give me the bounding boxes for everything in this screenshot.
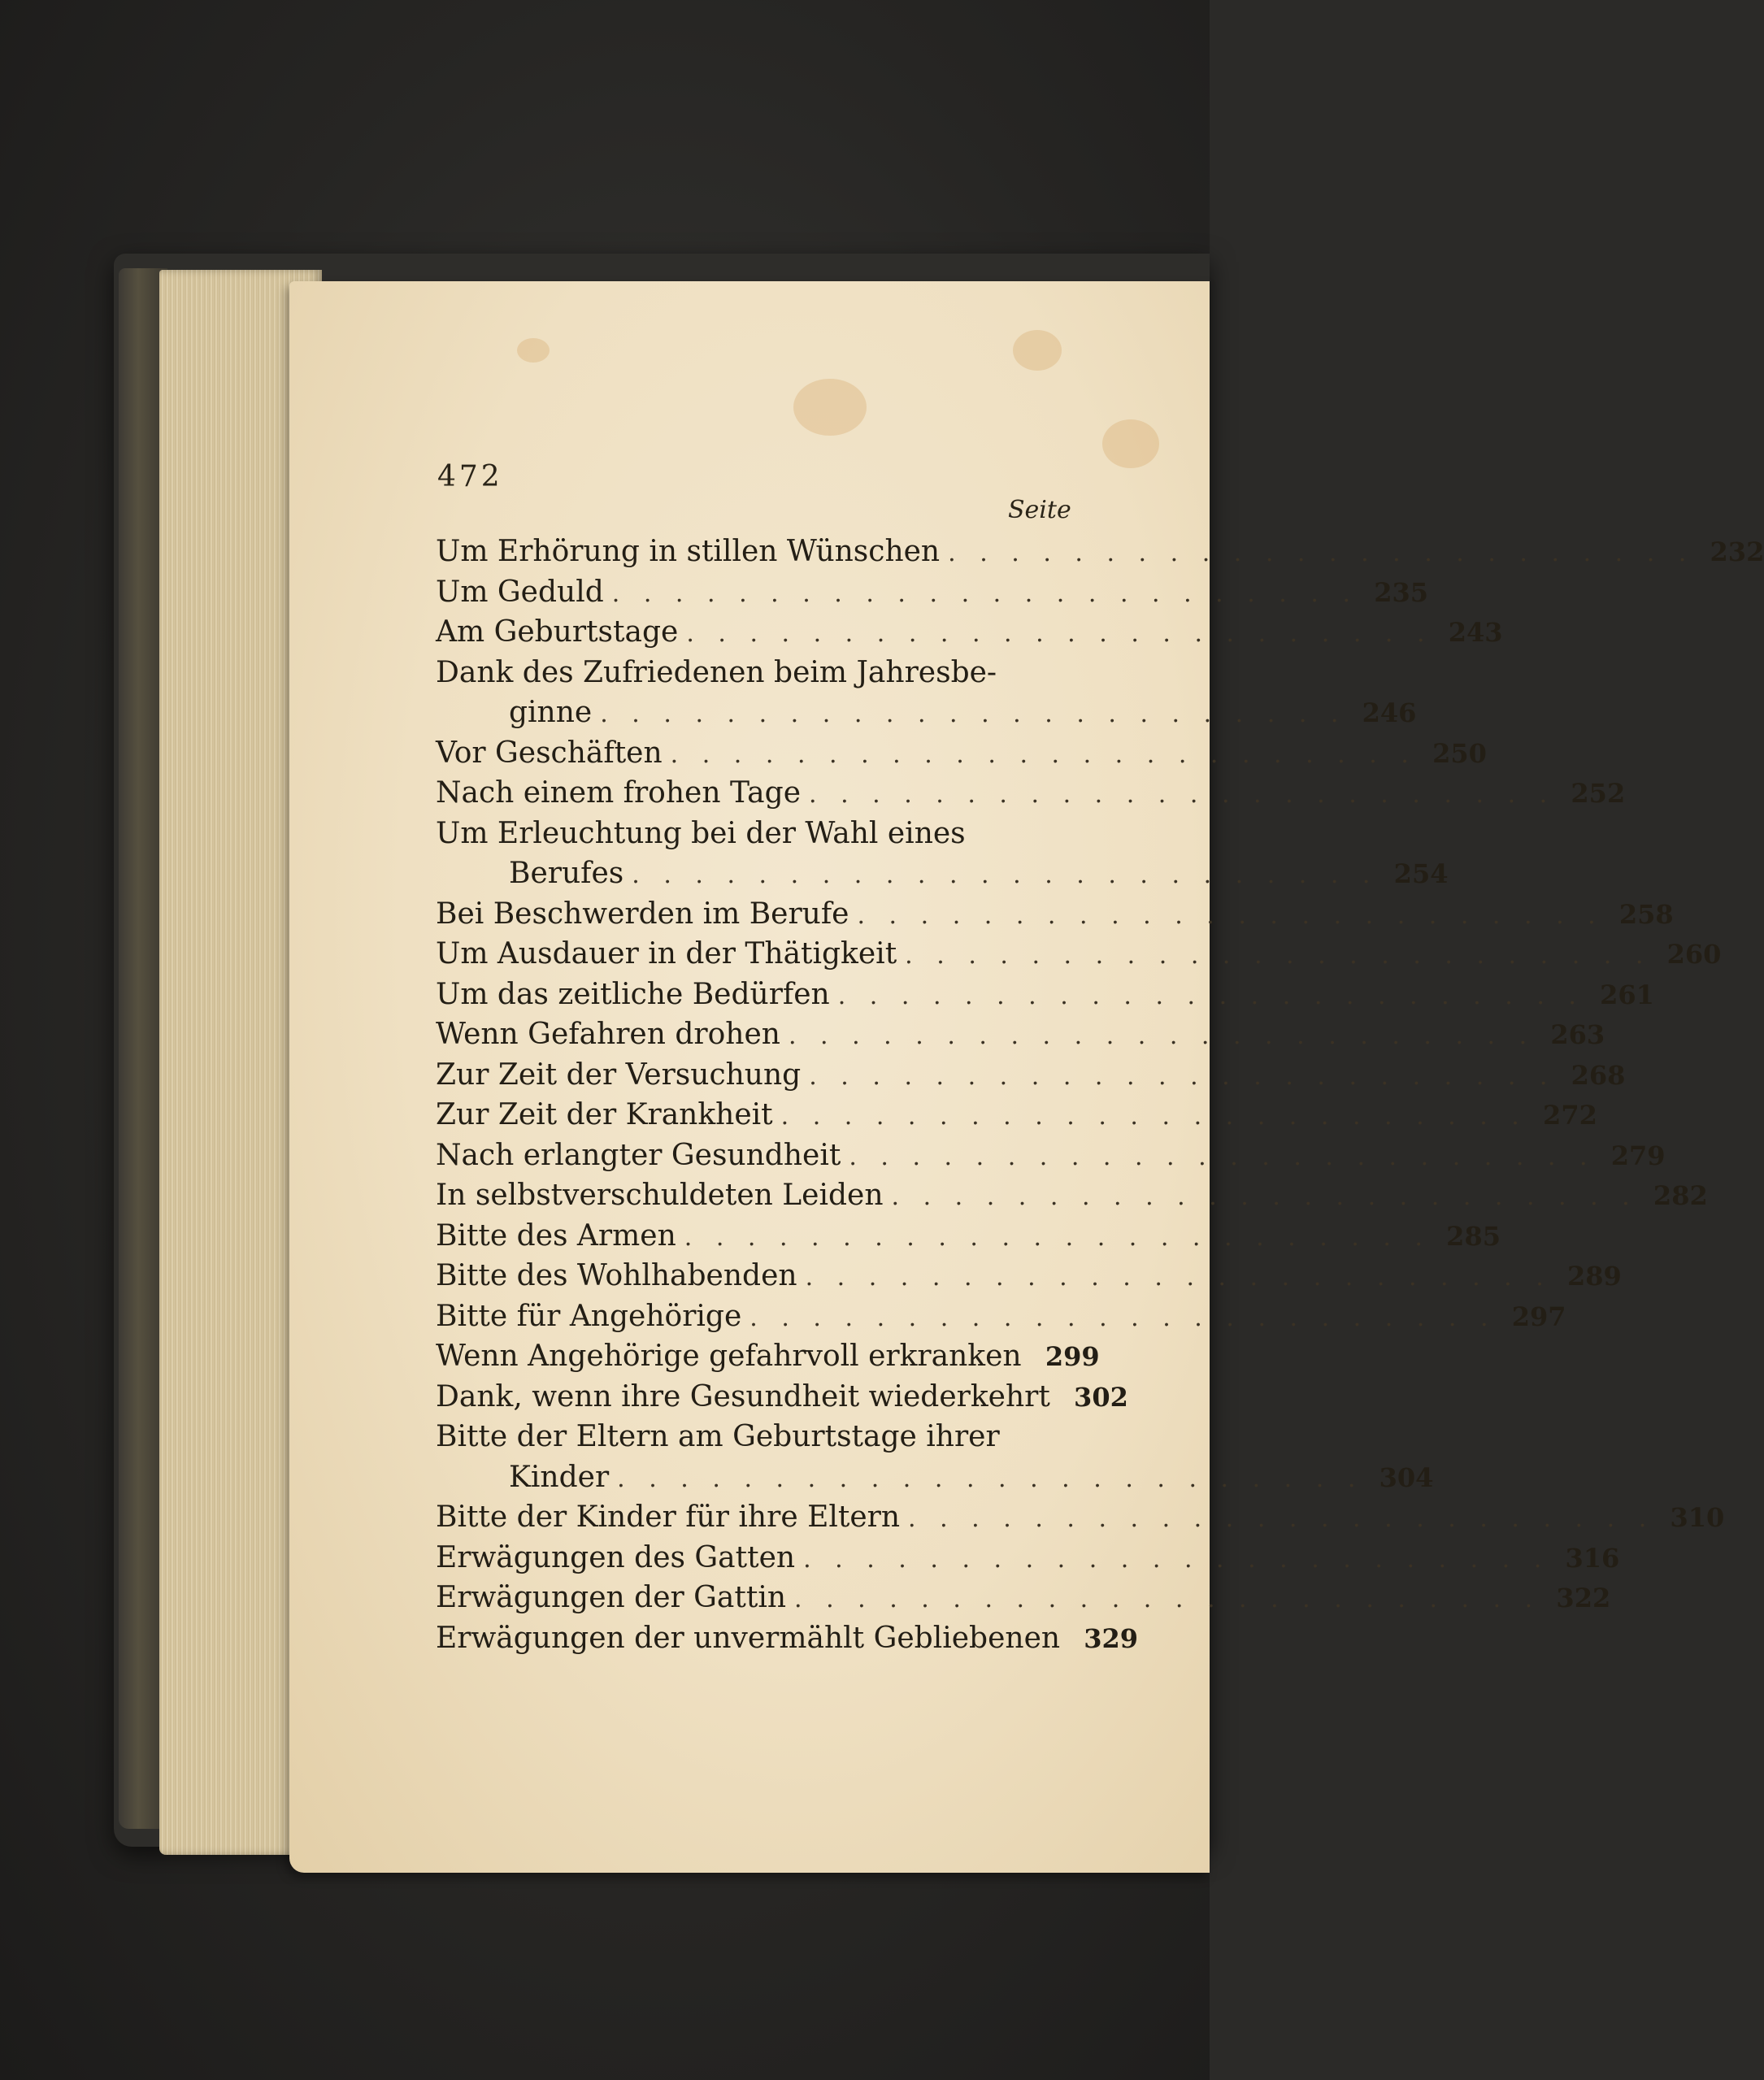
dot-leader: . . . . . . . . . . . . . . . . . . . . . . . . <box>600 700 1347 728</box>
toc-entry-page: 272 <box>1543 1100 1597 1131</box>
toc-entry <box>436 937 1722 979</box>
toc-entry <box>436 535 1764 577</box>
toc-entry <box>436 1581 1611 1623</box>
toc-entry <box>436 1500 1725 1543</box>
toc-entry <box>436 1098 1597 1140</box>
toc-entry <box>436 1621 1139 1664</box>
toc-entry-title: Zur Zeit der Versuchung <box>436 1057 802 1092</box>
toc-entry <box>436 1057 1626 1101</box>
toc-entry-page: 258 <box>1618 898 1674 930</box>
toc-entry-title: Erwägungen der Gattin <box>436 1581 787 1614</box>
toc-entry <box>436 736 1487 779</box>
dot-leader: . . . . . . . . . . . . . . . . . . . . . . . . <box>670 740 1417 769</box>
toc-entry-page: 316 <box>1565 1542 1620 1574</box>
toc-entry-title: Wenn Gefahren drohen <box>436 1018 780 1051</box>
dot-leader: . . . . . . . . . . . . . . . . . . . . . . . . <box>617 1464 1364 1493</box>
toc-entry-page: 282 <box>1653 1180 1708 1211</box>
toc-entry-title: Um Erhörung in stillen Wünschen <box>436 535 941 568</box>
toc-entry-page: 235 <box>1374 576 1428 608</box>
toc-entry-page: 261 <box>1600 979 1654 1010</box>
toc-entry-page: 304 <box>1379 1461 1434 1493</box>
toc-entry-continuation <box>509 1460 1434 1503</box>
toc-entry-title: Bei Beschwerden im Berufe <box>436 897 849 931</box>
toc-entry <box>436 615 1503 658</box>
toc-entry-page: 243 <box>1448 617 1503 648</box>
dot-leader: . . . . . . . . . . . . . . . . . . . . . . . . <box>794 1585 1541 1613</box>
toc-entry-page: 232 <box>1710 536 1764 567</box>
toc-entry-page: 302 <box>1074 1381 1128 1413</box>
toc-entry-page: 310 <box>1670 1502 1725 1533</box>
toc-entry-page: 322 <box>1556 1583 1611 1613</box>
toc-entry <box>436 1179 1708 1221</box>
toc-entry-title: Um das zeitliche Bedürfen <box>436 977 830 1011</box>
toc-entry-title: Wenn Angehörige gefahrvoll erkranken <box>436 1340 1022 1373</box>
dot-leader: . . . . . . . . . . . . . . . . . . . . . . . . <box>788 1022 1536 1050</box>
toc-entry-page: 285 <box>1446 1220 1501 1252</box>
toc-entry-title: Am Geburtstage <box>436 615 679 649</box>
toc-entry-page: 279 <box>1610 1140 1666 1171</box>
toc-entry-page: 254 <box>1393 858 1449 889</box>
dot-leader: . . . . . . . . . . . . . . . . . . . . . . . . <box>684 1222 1431 1252</box>
toc-entry <box>436 1018 1605 1060</box>
toc-entry-title: Vor Geschäften <box>436 736 663 770</box>
toc-entry-title: Um Erleuchtung bei der Wahl eines <box>436 816 966 850</box>
dot-leader: . . . . . . . . . . . . . . . . . . . . . . . . <box>632 861 1379 889</box>
dot-leader: . . . . . . . . . . . . . . . . . . . . . . . . <box>805 1263 1552 1292</box>
toc-entry <box>436 1379 1128 1422</box>
toc-entry-page: 246 <box>1362 697 1417 728</box>
toc-entry <box>436 776 1626 819</box>
dot-leader: . . . . . . . . . . . . . . . . . . . . . . . . <box>809 780 1556 809</box>
toc-entry-title: Erwägungen der unvermählt Gebliebenen <box>436 1621 1061 1655</box>
toc-entry-title: Um Ausdauer in der Thätigkeit <box>436 937 897 971</box>
toc-entry-page: 289 <box>1566 1261 1622 1292</box>
toc-entry <box>436 1259 1622 1301</box>
toc-entry-page: 252 <box>1571 778 1626 809</box>
toc-entry-title: Zur Zeit der Krankheit <box>436 1098 773 1131</box>
toc-entry <box>436 897 1674 940</box>
toc-entry-title: Erwägungen des Gatten <box>436 1540 796 1574</box>
toc-entry-title: Bitte für Angehörige <box>436 1299 742 1333</box>
dot-leader: . . . . . . . . . . . . . . . . . . . . . . . . <box>803 1544 1550 1574</box>
dot-leader: . . . . . . . . . . . . . . . . . . . . . . . . <box>837 981 1584 1010</box>
toc-entry-title: Bitte der Kinder für ihre Eltern <box>436 1500 901 1534</box>
toc-entry-page: 299 <box>1045 1341 1100 1372</box>
toc-entry <box>436 817 1081 859</box>
toc-entry <box>436 1218 1501 1261</box>
toc-entry <box>436 1420 1081 1462</box>
dot-leader: . . . . . . . . . . . . . . . . . . . . . . . . <box>891 1183 1638 1211</box>
toc-entry-page: 297 <box>1511 1301 1566 1332</box>
toc-entry-title: Nach erlangter Gesundheit <box>436 1138 841 1172</box>
dot-leader: . . . . . . . . . . . . . . . . . . . . . . . . <box>849 1142 1596 1171</box>
toc-entry <box>436 1138 1666 1181</box>
page-column-label: Seite <box>1008 496 1071 524</box>
toc-entry-title: Bitte des Wohlhabenden <box>436 1259 797 1292</box>
toc-entry-page: 250 <box>1432 737 1487 769</box>
toc-entry <box>436 977 1654 1020</box>
dot-leader: . . . . . . . . . . . . . . . . . . . . . . . . <box>857 901 1604 930</box>
toc-entry <box>436 1540 1620 1583</box>
dot-leader: . . . . . . . . . . . . . . . . . . . . . . . . <box>908 1505 1655 1533</box>
toc-entry-title: In selbstverschuldeten Leiden <box>436 1179 884 1212</box>
toc-entry-continuation-text: Kinder <box>509 1460 610 1494</box>
toc-entry-page: 263 <box>1550 1019 1605 1050</box>
toc-entry-page: 329 <box>1084 1622 1139 1654</box>
dot-leader: . . . . . . . . . . . . . . . . . . . . . . . . <box>780 1102 1527 1131</box>
toc-entry <box>436 656 1081 698</box>
toc-entry-title: Um Geduld <box>436 575 604 609</box>
toc-entry-title: Nach einem frohen Tage <box>436 776 801 810</box>
toc-entry-continuation <box>509 696 1417 738</box>
toc-entry-continuation <box>509 857 1449 899</box>
toc-entry-title: Dank des Zufriedenen beim Jahresbe- <box>436 655 997 689</box>
toc-entry-page: 268 <box>1571 1059 1626 1091</box>
toc-entry <box>436 1299 1566 1342</box>
toc-entry-continuation-text: ginne <box>509 696 593 729</box>
page-number: 472 <box>437 460 503 493</box>
toc-entry-title: Dank, wenn ihre Gesundheit wiederkehrt <box>436 1379 1050 1413</box>
toc-entry-title: Bitte der Eltern am Geburtstage ihrer <box>436 1420 1000 1453</box>
dot-leader: . . . . . . . . . . . . . . . . . . . . . . . . <box>686 619 1433 648</box>
dot-leader: . . . . . . . . . . . . . . . . . . . . . . . . <box>611 579 1358 608</box>
dot-leader: . . . . . . . . . . . . . . . . . . . . . . . . <box>809 1062 1556 1091</box>
toc-entry <box>436 575 1428 618</box>
dot-leader: . . . . . . . . . . . . . . . . . . . . . . . . <box>905 941 1652 970</box>
dot-leader: . . . . . . . . . . . . . . . . . . . . . . . . <box>749 1303 1497 1332</box>
dot-leader: . . . . . . . . . . . . . . . . . . . . . . . . <box>948 539 1695 567</box>
toc-entry <box>436 1340 1100 1382</box>
toc-entry-title: Bitte des Armen <box>436 1218 676 1253</box>
toc-entry-continuation-text: Berufes <box>509 857 624 890</box>
toc-entry-page: 260 <box>1666 939 1722 970</box>
